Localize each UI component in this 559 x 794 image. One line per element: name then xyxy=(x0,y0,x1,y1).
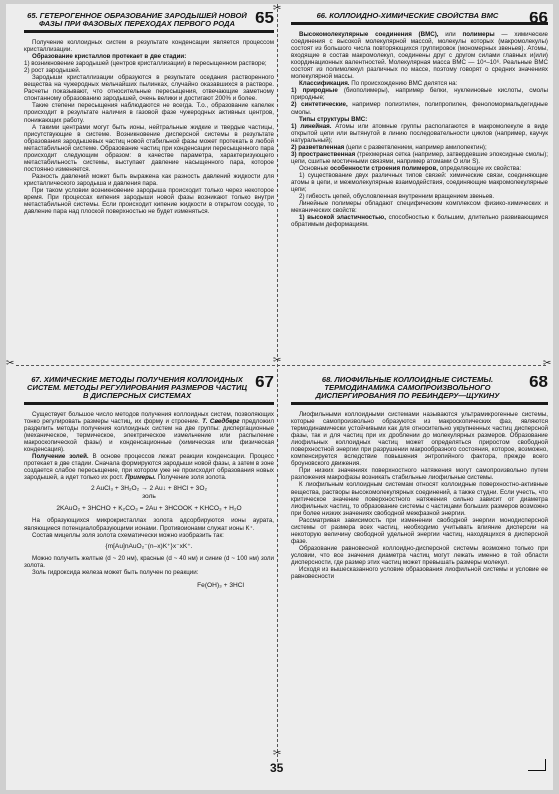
header-rule xyxy=(24,402,274,405)
card-number: 67 xyxy=(255,376,274,391)
scissors-icon: ✂ xyxy=(273,355,282,366)
book-page xyxy=(6,4,553,790)
paragraph: Такие степени пересыщения наблюдаются не всегда. Т.о., образование капелек происходит в результате наличия в газовой фазе чужеродных активных центров, понижающих работу. xyxy=(24,102,274,124)
chemical-equation: 2KAuO₂ + 3HCHO + K₂CO₃ = 2Au + 3HCOOK + KHCO₃ + H₂O xyxy=(56,505,242,513)
scissors-icon: ✂ xyxy=(6,358,15,369)
paragraph: Рассматривая зависимость при изменении свободной энергии монодисперсной системы от размера всех частиц, необходимо учитывать влияние дисперсии на некоторую величину свободной удельной энергии частиц, находящихся в дисперсной фазе. xyxy=(291,516,548,545)
list-item: 1) природные (биополимеры), например белки, нуклеиновые кислоты, смолы природные; xyxy=(291,87,548,102)
list-item: 2) разветвленная (цепи с разветвлением, например амилопектин); xyxy=(291,143,487,151)
list-item: 2) синтетические, например полиэтилен, полипропилен, феноломормальдегидные смолы. xyxy=(291,101,548,116)
card-66 xyxy=(291,12,548,362)
paragraph: Зародыши кристаллизации образуются в результате оседания растворенного вещества на чужеродных мельчайших пылинках, случайно оказавшихся в растворе. Расчеты показывают, что относительные пересыщения, отвечающие заметному спонтанному образованию зародышей, очень велики и достигают 200% и более. xyxy=(24,74,274,103)
paragraph: Получение золей. В основе процессов лежат реакции конденсации. Процесс протекает в две стадии. Сначала формируются зародыши новой фазы, а затем в зоне создается слабое пересыщение, при котором уже не происходит образования новых зародышей, а идет только их рост. Примеры. Получение золя золота. xyxy=(24,453,274,482)
paragraph: Состав мицеллы золя золота схематически можно изобразить так: xyxy=(32,531,224,539)
header-rule xyxy=(291,22,548,25)
list-item: 2) рост зародышей. xyxy=(24,67,81,75)
subheading: Типы структуры ВМС: xyxy=(299,115,368,123)
equation-note: золь xyxy=(142,493,156,501)
list-item: 1) существование двух различных типов связей: химические связи, соединяющие атомы в цепи, и межмолекулярные взаимодействия, соединяющие макромолекулярные цепи; xyxy=(291,171,548,194)
scissors-icon: ✂ xyxy=(543,358,552,369)
paragraph: Высокомолекулярные соединения (ВМС), или полимеры — химические соединения с высокой молекулярной массой, молекулы которых (макромолекулы) состоят из большого числа повторяющихся группировок (мономерных звеньев). Атомы, входящие в состав макромолекул, соединены друг с другом силами главных и(или) координационных валентностей. Молекулярная масса ВМС — 10⁴–10⁶. Реальные ВМС состоят из полимолекул различных по массе, поэтому говорят о средних значениях молекулярной массы. xyxy=(291,31,548,81)
card-header xyxy=(24,376,274,405)
card-title: 65. ГЕТЕРОГЕННОЕ ОБРАЗОВАНИЕ ЗАРОДЫШЕЙ НОВОЙ ФАЗЫ ПРИ ФАЗОВЫХ ПЕРЕХОДАХ ПЕРВОГО РОДА xyxy=(27,12,247,28)
micelle-formula: {m[Au]nAuO₂⁻(n–x)K⁺}x⁻xK⁺. xyxy=(105,542,193,550)
paragraph: Лиофильными коллоидными системами называются ультрамикрогенные системы, которые самопроизвольно образуются из макроскопических фаз, являются термодинамически устойчивыми как для относительно укрупненных частиц дисперсной фазы, так и для частиц при их дроблении до молекулярных размеров. Образование лиофильных коллоидных частиц может определяться приростом свободной поверхностной энергии при разрушении макрообразного состояния, которое, возможно, компенсируется вследствие повышения энтропийного фактора, прежде всего броуновского движения. xyxy=(291,411,548,468)
card-title: 68. ЛИОФИЛЬНЫЕ КОЛЛОИДНЫЕ СИСТЕМЫ. ТЕРМОДИНАМИКА САМОПРОИЗВОЛЬНОГО ДИСПЕРГИРОВАНИЯ ПО РЕБИНДЕРУ—ЩУКИНУ xyxy=(315,376,500,400)
chemical-equation: Fe(OH)₃ + 3HCl xyxy=(197,581,244,589)
paragraph: А такими центрами могут быть ионы, нейтральные жидкие и твердые частицы, присутствующие в системе. Возникновение дисперсной системы в результате образования зародышевых частиц новой стабильной фазы может протекать в любой метастабильной системе. Образование частиц при конденсации пересыщенного пара происходит следующим образом: в качестве параметра, характеризующего метастабильность системы, выступает давление насыщенного пара, которое постоянно изменяется. xyxy=(24,123,274,173)
card-header xyxy=(291,376,548,405)
list-item: 3) пространственная (трехмерная сетка (например, затвердевшие эпоксидные смолы); цепи, сшитые мостичными связями, например атомами O или S). xyxy=(291,150,548,165)
paragraph: Существует большое число методов получения коллоидных систем, позволяющих тонко регулировать размеры частиц, их форму и строение. Т. Сведберг предложил разделить методы получения коллоидных систем на две группы: диспергационные (механическое, термическое, электрическое измельчение или распыление макроскопической фазы) и конденсационные (химическая или физическая конденсация). xyxy=(24,411,274,454)
list-item: 1) возникновение зародышей (центров кристаллизации) в пересыщенном растворе; xyxy=(24,60,267,68)
scissors-icon: ✂ xyxy=(273,3,282,14)
card-header xyxy=(291,12,548,25)
page-number: 35 xyxy=(270,761,284,775)
paragraph: Получение коллоидных систем в результате конденсации является процессом кристаллизации. xyxy=(24,39,274,54)
paragraph: При таком условии возникновение зародыша происходит только через некоторое время. При процессах кипения зародыши новой фазы возникают только внутри метастабильной системы. Если происходит кипение жидкости в открытом сосуде, то давление пара над плоской поверхностью не будет изменяться. xyxy=(24,186,274,216)
card-number: 68 xyxy=(529,376,548,391)
paragraph: На образующихся микрокристаллах золота адсорбируются ионы аурата, являющиеся потенциалобразующими ионами. Противоионами служат ионы K⁺. xyxy=(24,517,274,532)
card-number: 65 xyxy=(255,12,274,27)
paragraph: Классификация. По происхождению ВМС делятся на: xyxy=(299,80,458,88)
paragraph-bold: Образование кристаллов протекает в две стадии: xyxy=(32,53,187,61)
card-title: 67. ХИМИЧЕСКИЕ МЕТОДЫ ПОЛУЧЕНИЯ КОЛЛОИДНЫХ СИСТЕМ. МЕТОДЫ РЕГУЛИРОВАНИЯ РАЗМЕРОВ ЧАСТИЦ В ДИСПЕРСНЫХ СИСТЕМАХ xyxy=(27,376,247,400)
paragraph: Образование равновесной коллоидно-дисперсной системы возможно только при условии, что все значения диаметра частиц могут лежать именно в той области дисперсности, где размер этих частиц может превышать размеры молекул. xyxy=(291,544,548,566)
paragraph: Можно получить желтые (d ~ 20 нм), красные (d ~ 40 нм) и синие (d ~ 100 нм) золи золота. xyxy=(24,554,274,569)
card-header xyxy=(24,12,274,33)
header-rule xyxy=(24,30,274,33)
card-title: 66. КОЛЛОИДНО-ХИМИЧЕСКИЕ СВОЙСТВА ВМС xyxy=(316,12,499,20)
paragraph: Разность давлений может быть выражена как разность давлений жидкости для кристаллического зародыша и давления пара. xyxy=(24,172,274,187)
paragraph: 1) высокой эластичностью, способностью к большим, длительно развивающимся обратимым деформациям. xyxy=(291,214,548,229)
header-rule xyxy=(291,402,548,405)
corner-mark xyxy=(528,759,546,771)
paragraph: Основные особенности строения полимеров, определяющие их свойства: xyxy=(299,164,522,172)
list-item: 2) гибкость цепей, обусловленная внутренним вращением звеньев. xyxy=(299,193,495,201)
card-67 xyxy=(24,376,274,776)
paragraph: Исходя из вышесказанного условие образования лиофильной системы и условие ее равновесности xyxy=(291,566,548,581)
paragraph: Линейные полимеры обладают специфическим комплексом физико-химических и механических свойств: xyxy=(291,200,548,215)
scissors-icon: ✂ xyxy=(273,748,282,759)
paragraph: К лиофильным коллоидным системам относят коллоидные поверхностно-активные вещества, растворы высокомолекулярных соединений, а также студни. Если учесть, что критическое значение поверхностного натяжения сильно зависит от диаметра лиофильных частиц, то образование системы с частицами больших размеров возможно при более низких значениях свободной межфазной энергии. xyxy=(291,481,548,517)
list-item: 1) линейная. Атомы или атомные группы располагаются в макромолекуле в виде открытой цепи или вытянутой в линию последовательности циклов (например, каучук натуральный); xyxy=(291,122,548,144)
card-65 xyxy=(24,12,274,362)
vertical-cut-line xyxy=(277,4,278,762)
chemical-equation: 2 AuCl₃ + 3H₂O₂ → 2 Au↓ + 8HCl + 3O₂ золь xyxy=(90,485,208,501)
paragraph: Золь гидроксида железа может быть получен по реакции: xyxy=(32,568,199,576)
paragraph: При низких значениях поверхностного натяжения могут самопроизвольно путем разложения макрофазы возникать стабильные лиофильные системы. xyxy=(291,467,548,482)
card-number: 66 xyxy=(529,12,548,27)
card-68 xyxy=(291,376,548,761)
